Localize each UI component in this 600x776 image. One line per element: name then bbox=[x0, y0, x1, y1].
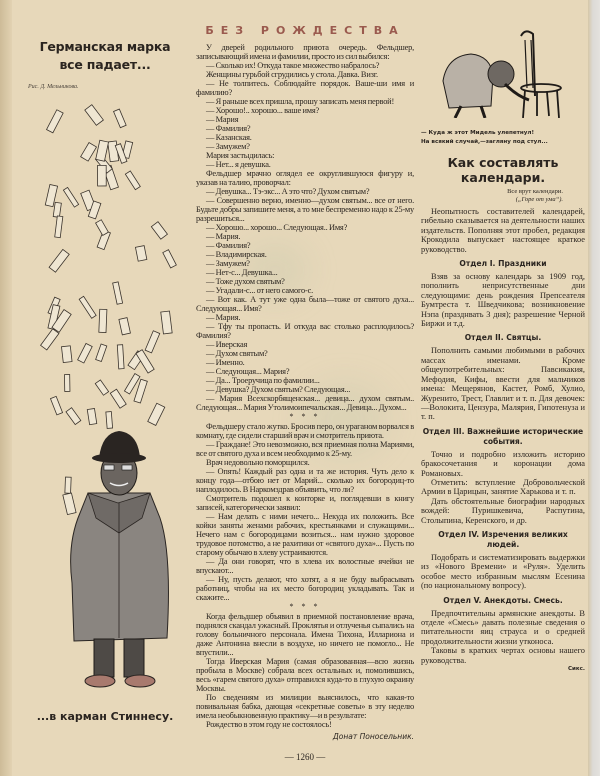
bank-note bbox=[125, 171, 140, 190]
paragraph: Пополнить самыми любимыми в рабочих массах именами. Кроме общеупотребительных: Павсикакия, Мефодия, Кифы, ввести для мальчиков имена: Мещерянов, Кастет, Ромб, Хулио, Журенито, Трест, Главлит и т. п. Для девочек:—Волокита, Цензура, Малярия, Гипотенуза и т. п. bbox=[421, 346, 585, 422]
paragraph: — Нет-с... Девушка... bbox=[206, 268, 278, 277]
paragraph: — Казанская. bbox=[206, 133, 252, 142]
paragraph: — Опять! Каждый раз одна и та же история. Чуть дело к концу года—отбою нет от Марий... сколько их богородиц-то наплодилось. В Наркомздрав объявить, что ли? bbox=[196, 467, 414, 494]
bank-note bbox=[49, 249, 69, 272]
page-right-edge bbox=[588, 0, 600, 776]
section-heading: Отдел IV. Изречения великих людей. bbox=[438, 529, 568, 549]
bank-note bbox=[145, 331, 160, 353]
paragraph: Отметить: вступление Добровольческой Армии в Царицын, занятие Харькова и т. п. bbox=[421, 477, 585, 497]
paragraph: — Духом святым? bbox=[206, 349, 268, 358]
paragraph: — Иверская bbox=[206, 340, 248, 349]
paragraph: — Фамилия? bbox=[206, 124, 251, 133]
bank-note bbox=[63, 493, 76, 515]
cartoon-title-line: Германская марка bbox=[39, 39, 171, 54]
paragraph: У дверей родильного приюта очередь. Фельдшер, записывающий имена и фамилии, просто из сил выбился: bbox=[196, 43, 414, 61]
chair-cartoon-illustration bbox=[421, 26, 585, 118]
section-heading: Отдел III. Важнейшие исторические события. bbox=[422, 426, 584, 446]
bank-note bbox=[106, 412, 113, 429]
paragraph: — Мария Всехскорбященская... девица... духом святым.. Следующая... Мария Утолимоипечальская... Девица... Духом... bbox=[196, 394, 414, 412]
epigraph bbox=[421, 188, 585, 204]
page-left-edge bbox=[0, 0, 12, 776]
paragraph: — Мария. bbox=[206, 313, 241, 322]
cartoon-title bbox=[22, 38, 188, 74]
article-signature: Донат Поносельник. bbox=[332, 732, 414, 741]
article-title: Как составлять календари. bbox=[447, 155, 559, 185]
article-title: БЕЗ РОЖДЕСТВА bbox=[205, 24, 405, 37]
bank-note bbox=[98, 165, 107, 186]
paragraph: — Да... Троеручица по фамилии... bbox=[206, 376, 320, 385]
cartoon-caption: ...в карман Стиннесу. bbox=[36, 710, 174, 723]
paragraph: — Нам делать с ними нечего... Некуда их положить. Все койки заняты женами рабочих, крестьянками и служащими... Нечего нам с богородицами возиться... нам нужно здоровое трудовое потомство, а не рахитики от «святого духа»... Пусть по старому обычаю в хлеву устраиваются. bbox=[196, 512, 414, 557]
bank-note bbox=[64, 375, 69, 392]
bank-note bbox=[96, 140, 109, 161]
paragraph: — Я раньше всех пришла, прошу записать меня первой! bbox=[206, 97, 395, 106]
paragraph: — Именно. bbox=[206, 358, 245, 367]
bank-note bbox=[114, 109, 127, 128]
bank-note bbox=[55, 216, 63, 238]
paragraph: — Фамилия? bbox=[206, 241, 251, 250]
paragraph: Дать обстоятельные биографии народных вождей: Пуришкевича, Распутина, Столыпина, Керенского, и др. bbox=[421, 496, 585, 525]
paragraph: — Граждане! Это невозможно, вся приемная полна Мариями, все от святого духа и всем необходимо к 25-му. bbox=[196, 440, 414, 458]
bank-note bbox=[96, 344, 107, 361]
paragraph: — Владимирская. bbox=[206, 250, 267, 259]
paragraph: По сведениям из милиции выяснилось, что какая-то повивальная бабка, дающая «секретные советы» в эту неделю имела необыкновенную практику—и в результате: bbox=[196, 693, 414, 720]
bank-note bbox=[78, 343, 93, 363]
paragraph: Фельдшеру стало жутко. Бросив перо, он ураганом ворвался в комнату, где сидели старший врач и смотритель приюта. bbox=[196, 422, 414, 440]
right-column bbox=[421, 26, 585, 672]
intro-paragraph: Неопытность составителей календарей, гибельно сказывается на деятельности наших издательств. Пополняя этот пробел, редакция Крокодила выпускает настоящее краткое руководство. bbox=[421, 207, 585, 254]
section-heading: Отдел V. Анекдоты. Смесь. bbox=[443, 595, 563, 605]
bank-note bbox=[87, 408, 97, 424]
epigraph-source: („Горе от ума“). bbox=[515, 196, 563, 203]
paragraph: — Тфу ты пропасть. И откуда вас столько расплодилось? Фамилия? bbox=[196, 322, 414, 340]
epigraph-line: Все врут календари. bbox=[507, 188, 563, 195]
paragraph: Женщины гурьбой сгрудились у стола. Давка. Визг. bbox=[206, 70, 378, 79]
paragraph: Взяв за основу календарь за 1909 год, пополнить неприсутственные дни следующими: день рождения Препсеателя Бумтреста т. Шведчикова; возникновение Нэпа (празднвать 3 дня); разрешение Черной Биржи и т.д. bbox=[421, 272, 585, 329]
bank-note bbox=[148, 403, 165, 425]
page-number: — 1260 — bbox=[284, 752, 326, 762]
paragraph: — Замужем? bbox=[206, 142, 250, 151]
bank-note bbox=[151, 222, 167, 240]
paragraph: Рождество в этом году не состоялось! bbox=[206, 720, 332, 729]
paragraph: — Угадали-с... от него самого-с. bbox=[206, 286, 313, 295]
bank-note bbox=[85, 105, 104, 126]
paragraph: — Не толпитесь. Соблюдайте порядок. Ваше-ши имя и фамилию? bbox=[196, 79, 414, 97]
paragraph: Точно и подробно изложить историю бракосочетания и коронации дома Романовых. bbox=[421, 449, 585, 478]
stinnes-figure bbox=[71, 431, 169, 687]
article-body bbox=[421, 207, 585, 665]
bank-note bbox=[53, 202, 61, 217]
bank-note bbox=[117, 345, 124, 369]
falling-money-illustration bbox=[22, 93, 188, 713]
paragraph: Подобрать и систематизировать выдержки из «Нового Времени» и «Руля». Уделить особое место избранным мыслям Есенина (по национальному вопросу). bbox=[421, 552, 585, 591]
paragraph: Предпочтительны армянские анекдоты. В отделе «Смесь» давать полезные сведения о питательности яиц страуса и о средней продолжительности жизни утконоса. bbox=[421, 608, 585, 646]
paragraph: Тогда Иверская Мария (самая образованная—всю жизнь пробыла в Москве) собрала всех остальных и, помолившись, весь «гарем святого духа» отправился куда-то в глухую окраину Москвы. bbox=[196, 657, 414, 693]
bank-note bbox=[113, 282, 123, 304]
paragraph: — Мария. bbox=[206, 232, 241, 241]
paragraph: — Замужем? bbox=[206, 259, 250, 268]
bank-note bbox=[61, 346, 72, 363]
paragraph: — Хорошо... хорошо... Следующая.. Имя? bbox=[206, 223, 348, 232]
bank-note bbox=[110, 389, 126, 408]
paragraph: — Нет... я девушка. bbox=[206, 160, 271, 169]
bank-note bbox=[163, 250, 177, 268]
bank-note bbox=[96, 220, 109, 236]
paragraph: Фельдшер мрачно оглядел ее округлившуюся фигуру и, указав на талию, проворчал: bbox=[196, 169, 414, 187]
section-heading: Отдел II. Святцы. bbox=[464, 333, 542, 343]
bank-note bbox=[63, 187, 78, 207]
bank-note bbox=[50, 396, 62, 414]
bank-note bbox=[81, 143, 97, 162]
paragraph: — Совершенно верно, именно—духом святым... все от него. Будьте добры запишите меня, а то мне беспременно надо к 25-му разрешиться... bbox=[196, 196, 414, 223]
paragraph: — Вот как. А тут уже одна была—тоже от святого духа... Следующая... Имя? bbox=[196, 295, 414, 313]
cartoon-caption bbox=[421, 129, 585, 147]
bank-note bbox=[65, 477, 71, 493]
bank-note bbox=[41, 329, 59, 350]
cartoon-caption-line: На всякий случай,—загляну под стул... bbox=[421, 139, 548, 145]
left-column bbox=[22, 38, 188, 738]
bank-note bbox=[66, 408, 81, 425]
bank-note bbox=[135, 246, 146, 262]
bank-note bbox=[99, 309, 107, 332]
paragraph: Мария застыдилась: bbox=[206, 151, 275, 160]
cartoon-caption-line: — Куда ж этот Мидель улепетнул! bbox=[421, 130, 535, 136]
paragraph: Смотритель подошел к конторке и, поглядевши в книгу записей, категорически заявил: bbox=[196, 494, 414, 512]
cartoon-title-line: все падает... bbox=[59, 57, 151, 72]
section-separator: * * * bbox=[289, 412, 321, 421]
bank-note bbox=[47, 110, 64, 133]
paragraph: — Хорошо!.. хорошо... ваше имя? bbox=[206, 106, 320, 115]
paragraph: — Ну, пусть делают, что хотят, а я не буду выбрасывать работниц, чтобы на их место богородиц укладывать. Так и скажите... bbox=[196, 575, 414, 602]
bank-note bbox=[119, 318, 131, 335]
paragraph: — Сколько их! Откуда такое множество набралось? bbox=[206, 61, 380, 70]
article-body bbox=[196, 43, 414, 729]
article-signature: Сикс. bbox=[568, 666, 585, 673]
illustration-credit: Рис. Д. Мельникова. bbox=[28, 84, 79, 90]
section-heading: Отдел I. Праздники bbox=[459, 259, 547, 269]
bank-note bbox=[79, 296, 96, 318]
paragraph: Таковы в кратких чертах основы нашего руководства. bbox=[421, 646, 585, 665]
paragraph: Врач недовольно поморщился. bbox=[206, 458, 310, 467]
bank-note bbox=[95, 380, 108, 395]
paragraph: — Мария bbox=[206, 115, 239, 124]
main-article bbox=[196, 24, 414, 741]
section-separator: * * * bbox=[289, 602, 321, 611]
paragraph: — Следующая... Мария? bbox=[206, 367, 290, 376]
paragraph: — Да они говорят, что в хлева их волостные ячейки не впускают... bbox=[196, 557, 414, 575]
paragraph: — Девушка... Тэ-экс... А это что? Духом святым? bbox=[206, 187, 370, 196]
paragraph: Когда фельдшер объявил в приемной постановление врача, поднялся скандал ужасный. Проклятья и отлученья сыпались на голову больничного персонала. Имена Тихона, Иллариона и даже Антонина внесли в воздухе, но ничего не помогло... Не впустили... bbox=[196, 612, 414, 657]
paragraph: — Тоже духом святым? bbox=[206, 277, 285, 286]
paragraph: — Девушка? Духом святым? Следующая... bbox=[206, 385, 351, 394]
bank-note bbox=[161, 311, 172, 334]
